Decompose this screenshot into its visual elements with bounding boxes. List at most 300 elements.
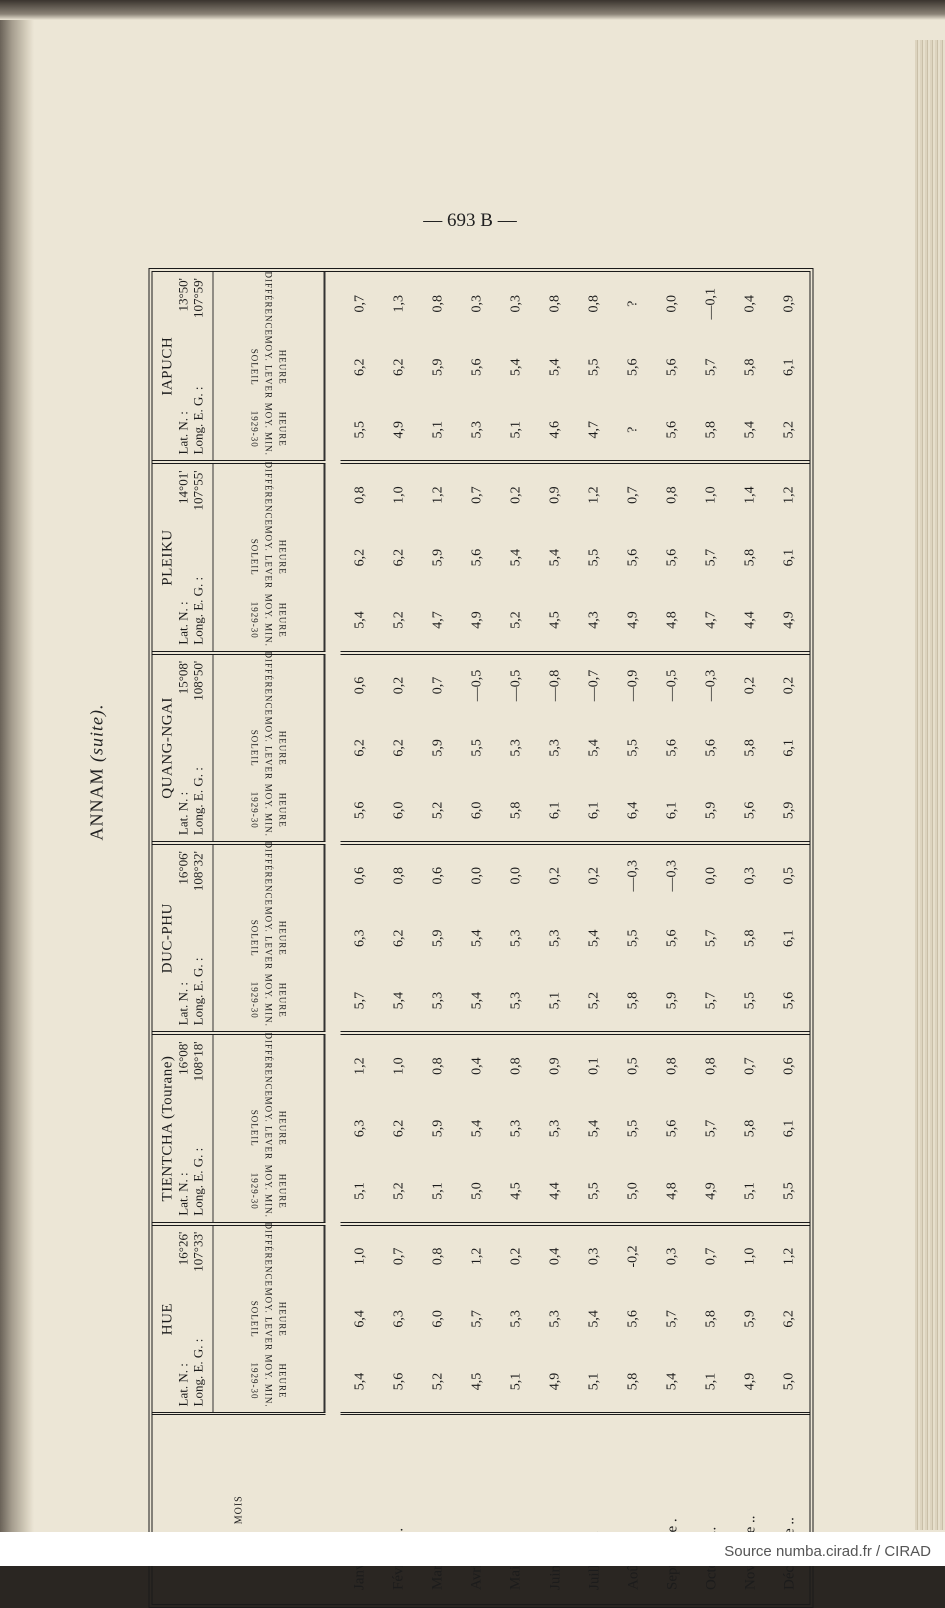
subheader-text: DIFFÉRENCE	[263, 1032, 274, 1097]
table-cell: 5,6	[469, 548, 485, 567]
table-cell: 5,6	[664, 929, 680, 947]
table-cell: 5,5	[625, 929, 641, 947]
station-name: IAPUCH	[159, 336, 176, 396]
table-cell: 5,6	[625, 358, 641, 377]
subheader-text: DIFFÉRENCE	[263, 651, 274, 717]
table-cell: 4,8	[664, 611, 680, 629]
table-cell: 4,8	[664, 1182, 680, 1200]
table-cell: 5,4	[586, 929, 602, 947]
table-cell: 5,2	[391, 1182, 407, 1200]
table-cell: 6,3	[352, 929, 368, 947]
subheader-text: HEURE MOY. LEVER SOLEIL	[249, 906, 288, 970]
table-cell: 6,2	[391, 358, 407, 377]
table-cell: 5,2	[586, 991, 602, 1010]
table-cell: 6,0	[430, 1310, 446, 1328]
table-cell: 6,2	[391, 739, 407, 757]
table-row	[458, 272, 497, 1604]
column-subheader-heure-moy-min	[213, 399, 325, 462]
table-cell: 1,3	[391, 295, 407, 313]
table-cell: 5,3	[508, 991, 524, 1010]
lat-label: Lat. N. :	[175, 791, 191, 836]
month-label	[653, 1414, 692, 1604]
table-cell: 5,1	[508, 420, 524, 439]
table-cell: 0,5	[614, 1033, 653, 1096]
table-cell: 5,1	[430, 1182, 446, 1200]
table-cell: 0,3	[508, 295, 524, 313]
table-cell: 0,7	[458, 462, 497, 525]
long-label: Long. E. G. :	[190, 767, 206, 836]
station-name: QUANG-NGAI	[159, 697, 176, 799]
table-cell: 5,8	[625, 1372, 641, 1391]
page-title-suffix: (suite).	[86, 703, 107, 762]
climate-table	[149, 268, 814, 1608]
table-cell: 5,4	[508, 548, 524, 567]
table-row	[614, 272, 653, 1604]
table-cell: 5,6	[664, 420, 680, 439]
table-cell: 4,7	[586, 420, 602, 439]
table-cell: 0,9	[536, 1033, 575, 1096]
subheader-text: HEURE MOY. LEVER SOLEIL	[249, 335, 288, 399]
subheader-text: DIFFÉRENCE	[263, 1222, 274, 1288]
column-subheader-heure-lever	[213, 336, 325, 399]
table-cell: 1,2	[458, 1224, 497, 1287]
table-cell: 4,9	[625, 611, 641, 629]
subheader-text: DIFFÉRENCE	[263, 271, 274, 336]
column-subheader-heure-lever	[213, 526, 325, 589]
table-cell: 5,1	[352, 1182, 368, 1200]
table-cell: 6,0	[469, 801, 485, 820]
table-cell: 4,9	[742, 1372, 758, 1391]
subheader-text: HEURE MOY. MIN. 1929-30	[249, 1164, 288, 1218]
table-cell: 4,9	[703, 1182, 719, 1200]
table-cell: 5,4	[352, 611, 368, 629]
table-cell: 0,4	[742, 295, 758, 313]
table-cell: 5,1	[586, 1372, 602, 1391]
table-cell: 5,1	[430, 420, 446, 439]
table-row	[770, 272, 809, 1604]
table-cell: 6,1	[781, 739, 797, 757]
table-cell: 0,8	[419, 1033, 458, 1096]
table-cell: 4,9	[469, 611, 485, 629]
long-value: 107°33'	[190, 1231, 206, 1272]
lat-label: Lat. N. :	[175, 1363, 191, 1407]
column-subheader-difference	[213, 653, 325, 716]
book-gutter	[0, 0, 34, 1566]
station-header	[153, 653, 214, 843]
table-cell: 6,2	[391, 929, 407, 947]
table-cell: 6,4	[352, 1310, 368, 1328]
table-cell: 0,3	[469, 295, 485, 313]
table-row	[692, 272, 731, 1604]
table-cell: 6,1	[664, 801, 680, 820]
table-cell: 0,7	[419, 653, 458, 716]
table-cell: 5,7	[703, 991, 719, 1010]
lat-label: Lat. N. :	[175, 982, 191, 1026]
table-cell: 5,8	[625, 991, 641, 1010]
table-cell: 5,6	[742, 801, 758, 820]
table-cell: 5,4	[586, 739, 602, 757]
table-cell: 0,0	[664, 295, 680, 313]
table-cell: 0,7	[731, 1033, 770, 1096]
table-cell: 0,8	[430, 295, 446, 313]
table-cell: 0,9	[781, 295, 797, 313]
month-label	[692, 1414, 731, 1604]
table-cell: 5,4	[586, 1119, 602, 1138]
column-subheader-heure-moy-min	[213, 589, 325, 652]
month-label	[770, 1414, 809, 1604]
table-cell: 5,7	[352, 991, 368, 1010]
column-subheader-difference	[213, 1224, 325, 1287]
page-heading	[87, 672, 108, 872]
table-cell: 0,0	[692, 843, 731, 906]
column-subheader-heure-moy-min	[213, 780, 325, 843]
table-cell: 0,1	[575, 1033, 614, 1096]
table-cell: 5,1	[508, 1372, 524, 1391]
table-cell: 5,3	[508, 929, 524, 947]
table-cell: 0,0	[497, 843, 536, 906]
table-cell: 0,8	[653, 462, 692, 525]
table-cell: 5,8	[508, 801, 524, 820]
station-header	[153, 1224, 214, 1414]
table-cell: 5,5	[781, 1182, 797, 1200]
station-coords	[176, 1035, 206, 1221]
station-name: HUE	[159, 1302, 176, 1336]
table-cell: 4,9	[547, 1372, 563, 1391]
table-cell: 5,3	[508, 1310, 524, 1328]
table-cell: 5,7	[703, 1119, 719, 1138]
table-cell: 0,6	[770, 1033, 809, 1096]
subheader-text: HEURE MOY. LEVER SOLEIL	[249, 1096, 288, 1161]
table-cell: 5,3	[547, 1119, 563, 1138]
table-cell: 0,4	[536, 1224, 575, 1287]
table-cell: 5,5	[469, 739, 485, 757]
lat-value: 13°50'	[175, 278, 191, 312]
table-cell: 5,9	[742, 1310, 758, 1328]
table-cell: 5,5	[586, 1182, 602, 1200]
table-row	[380, 272, 419, 1604]
long-label: Long. E. G. :	[190, 1338, 206, 1407]
table-cell: 6,2	[391, 1119, 407, 1138]
table-cell: 5,8	[742, 1119, 758, 1138]
table-cell: 5,4	[469, 991, 485, 1010]
table-cell: 5,1	[742, 1182, 758, 1200]
month-label	[536, 1414, 575, 1604]
table-cell: 6,2	[352, 358, 368, 377]
table-cell: —0,5	[497, 653, 536, 716]
table-cell: 1,0	[380, 462, 419, 525]
table-cell: 5,6	[703, 739, 719, 757]
table-cell: 4,5	[547, 611, 563, 629]
table-cell: 6,4	[625, 801, 641, 820]
subheader-text: HEURE MOY. MIN. 1929-30	[249, 783, 288, 837]
table-cell: ?	[625, 300, 641, 307]
table-row	[731, 272, 770, 1604]
table-cell: 0,7	[352, 295, 368, 313]
table-cell: 6,1	[781, 929, 797, 947]
table-cell: 5,5	[586, 548, 602, 567]
table-row	[653, 272, 692, 1604]
table-cell: 0,7	[692, 1224, 731, 1287]
lat-label: Lat. N. :	[175, 601, 191, 645]
table-cell: 0,2	[770, 653, 809, 716]
month-label	[419, 1414, 458, 1604]
table-cell: 0,9	[536, 462, 575, 525]
table-cell: 0,6	[341, 843, 380, 906]
table-cell: 5,4	[469, 1119, 485, 1138]
table-cell: 6,1	[781, 548, 797, 567]
table-cell: 4,4	[547, 1182, 563, 1200]
station-name: DUC-PHU	[159, 903, 176, 974]
table-cell: 0,3	[653, 1224, 692, 1287]
station-header	[153, 272, 214, 462]
table-cell: 5,0	[625, 1182, 641, 1200]
table-cell: —0,5	[458, 653, 497, 716]
table-cell: 0,2	[536, 843, 575, 906]
table-cell: 5,4	[352, 1372, 368, 1391]
page-title: ANNAM	[86, 767, 107, 841]
table-cell: 4,4	[742, 611, 758, 629]
page-right-edge	[915, 40, 945, 1530]
table-cell: 6,2	[391, 548, 407, 567]
long-label: Long. E. G. :	[190, 957, 206, 1026]
month-label	[497, 1414, 536, 1604]
lat-label: Lat. N. :	[175, 1172, 191, 1216]
mois-header: MOIS	[153, 1414, 325, 1604]
table-cell: 5,5	[625, 739, 641, 757]
lat-value: 14°01'	[175, 470, 191, 504]
table-cell: 4,3	[586, 611, 602, 629]
lat-value: 16°26'	[175, 1231, 191, 1266]
table-cell: 1,2	[770, 1224, 809, 1287]
long-value: 108°32'	[190, 851, 206, 892]
table-cell: 5,8	[742, 358, 758, 377]
table-cell: 5,6	[664, 548, 680, 567]
table-cell: 5,6	[625, 1310, 641, 1328]
table-cell: —0,5	[653, 653, 692, 716]
data-table	[153, 272, 810, 1604]
table-cell: 6,1	[547, 801, 563, 820]
month-label	[458, 1414, 497, 1604]
month-label	[380, 1414, 419, 1604]
table-cell: 5,0	[781, 1372, 797, 1391]
month-label	[731, 1414, 770, 1604]
table-row	[536, 272, 575, 1604]
station-coords	[176, 272, 206, 460]
station-header	[153, 462, 214, 652]
table-cell: 5,1	[703, 1372, 719, 1391]
table-cell: 5,9	[430, 739, 446, 757]
table-cell: 1,2	[575, 462, 614, 525]
table-cell: 1,2	[419, 462, 458, 525]
table-cell: 5,6	[664, 358, 680, 377]
footer-bar	[0, 1532, 945, 1566]
station-name: PLEIKU	[159, 529, 176, 586]
table-cell: 5,6	[352, 801, 368, 820]
subheader-text: HEURE MOY. MIN. 1929-30	[249, 403, 288, 457]
table-cell: 6,3	[391, 1310, 407, 1328]
table-cell: 4,7	[703, 611, 719, 629]
table-cell: 5,7	[703, 929, 719, 947]
long-value: 108°50'	[190, 660, 206, 701]
table-cell: 0,2	[497, 462, 536, 525]
month-label	[341, 1414, 380, 1604]
table-cell: 0,4	[458, 1033, 497, 1096]
table-cell: 0,8	[653, 1033, 692, 1096]
table-cell: 1,0	[380, 1033, 419, 1096]
subheader-text: HEURE MOY. MIN. 1929-30	[249, 1354, 288, 1409]
table-cell: 1,4	[731, 462, 770, 525]
lat-value: 16°08'	[175, 1041, 191, 1075]
table-cell: 0,8	[586, 295, 602, 313]
table-cell: —0,3	[653, 843, 692, 906]
table-cell: 5,3	[547, 739, 563, 757]
table-cell: 6,1	[781, 1119, 797, 1138]
table-cell: 5,1	[547, 991, 563, 1010]
table-cell: 5,8	[742, 929, 758, 947]
subheader-text: HEURE MOY. MIN. 1929-30	[249, 974, 288, 1028]
table-cell: 0,3	[731, 843, 770, 906]
table-row	[575, 272, 614, 1604]
table-row	[419, 272, 458, 1604]
table-cell: 5,6	[664, 1119, 680, 1138]
table-cell: 5,9	[430, 1119, 446, 1138]
station-header	[153, 1033, 214, 1223]
column-subheader-heure-moy-min	[213, 1160, 325, 1223]
table-cell: 5,5	[352, 420, 368, 439]
table-cell: 0,8	[497, 1033, 536, 1096]
table-cell: 5,2	[430, 1372, 446, 1391]
table-cell: —0,1	[703, 288, 719, 320]
table-cell: 5,2	[430, 801, 446, 820]
lat-value: 15°08'	[175, 660, 191, 695]
column-subheader-heure-moy-min	[213, 970, 325, 1033]
table-cell: 5,4	[547, 358, 563, 377]
table-cell: 6,0	[391, 801, 407, 820]
table-cell: 5,5	[625, 1119, 641, 1138]
table-cell: 0,3	[575, 1224, 614, 1287]
table-cell: 4,5	[508, 1182, 524, 1200]
table-cell: 4,6	[547, 420, 563, 439]
table-cell: 5,5	[586, 358, 602, 377]
table-cell: 5,0	[469, 1182, 485, 1200]
page-number: — 693 B —	[423, 210, 517, 231]
column-subheader-difference	[213, 462, 325, 525]
station-coords	[176, 1226, 206, 1413]
table-cell: 6,2	[352, 739, 368, 757]
table-cell: 5,7	[703, 548, 719, 567]
lat-value: 16°06'	[175, 851, 191, 885]
table-cell: 0,8	[692, 1033, 731, 1096]
long-value: 107°59'	[190, 278, 206, 319]
table-cell: 5,3	[547, 1310, 563, 1328]
table-cell: —0,9	[614, 653, 653, 716]
table-cell: -0,2	[614, 1224, 653, 1287]
table-cell: 6,1	[781, 358, 797, 377]
long-label: Long. E. G. :	[190, 386, 206, 455]
table-cell: 5,2	[391, 611, 407, 629]
table-cell: 5,9	[430, 358, 446, 377]
table-cell: 5,8	[703, 1310, 719, 1328]
station-name: TIENTCHA (Tourane)	[159, 1055, 176, 1202]
column-subheader-heure-lever	[213, 907, 325, 970]
table-cell: 5,3	[508, 739, 524, 757]
table-cell: ?	[625, 426, 641, 433]
table-cell: 5,9	[664, 991, 680, 1010]
table-cell: 5,4	[664, 1372, 680, 1391]
station-header	[153, 843, 214, 1033]
table-cell: 4,7	[430, 611, 446, 629]
table-cell: 1,0	[731, 1224, 770, 1287]
table-cell: 5,9	[430, 548, 446, 567]
station-coords	[176, 655, 206, 841]
table-cell: 1,0	[341, 1224, 380, 1287]
table-cell: —0,8	[536, 653, 575, 716]
table-cell: 1,2	[770, 462, 809, 525]
table-cell: 6,3	[352, 1119, 368, 1138]
table-row	[497, 272, 536, 1604]
table-cell: 5,6	[664, 739, 680, 757]
table-cell: 0,2	[497, 1224, 536, 1287]
table-cell: 5,4	[391, 991, 407, 1010]
table-cell: 5,8	[742, 548, 758, 567]
table-cell: 5,6	[469, 358, 485, 377]
column-subheader-heure-moy-min	[213, 1351, 325, 1414]
table-cell: 6,2	[781, 1310, 797, 1328]
table-cell: 4,9	[391, 420, 407, 439]
page-top-edge	[0, 0, 945, 20]
column-subheader-difference	[213, 272, 325, 336]
table-cell: 0,8	[380, 843, 419, 906]
table-cell: 5,4	[469, 929, 485, 947]
table-cell: 5,8	[742, 739, 758, 757]
table-cell: 4,5	[469, 1372, 485, 1391]
column-subheader-heure-lever	[213, 1097, 325, 1160]
subheader-text: DIFFÉRENCE	[263, 841, 274, 907]
long-label: Long. E. G. :	[190, 1147, 206, 1216]
month-label	[614, 1414, 653, 1604]
table-cell: 5,7	[469, 1310, 485, 1328]
table-cell: 5,7	[664, 1310, 680, 1328]
table-cell: 5,4	[742, 420, 758, 439]
month-label	[575, 1414, 614, 1604]
column-subheader-difference	[213, 1033, 325, 1096]
table-cell: 5,9	[703, 801, 719, 820]
table-cell: 0,6	[341, 653, 380, 716]
table-cell: 5,4	[508, 358, 524, 377]
table-cell: 0,7	[380, 1224, 419, 1287]
table-cell: 0,8	[419, 1224, 458, 1287]
table-cell: 5,4	[547, 548, 563, 567]
table-cell: 0,6	[419, 843, 458, 906]
table-cell: 6,2	[352, 548, 368, 567]
table-cell: 5,9	[781, 801, 797, 820]
table-cell: —0,7	[575, 653, 614, 716]
table-cell: 5,5	[742, 991, 758, 1010]
table-cell: —0,3	[692, 653, 731, 716]
table-cell: 5,4	[586, 1310, 602, 1328]
subheader-text: DIFFÉRENCE	[263, 461, 274, 526]
table-row	[341, 272, 380, 1604]
column-subheader-heure-lever	[213, 1287, 325, 1350]
long-label: Long. E. G. :	[190, 576, 206, 645]
table-cell: 5,9	[430, 929, 446, 947]
table-cell: 5,3	[508, 1119, 524, 1138]
subheader-text: HEURE MOY. MIN. 1929-30	[249, 593, 288, 647]
spacer	[325, 272, 341, 1604]
column-subheader-heure-lever	[213, 716, 325, 779]
table-cell: 5,3	[547, 929, 563, 947]
table-cell: 6,1	[586, 801, 602, 820]
